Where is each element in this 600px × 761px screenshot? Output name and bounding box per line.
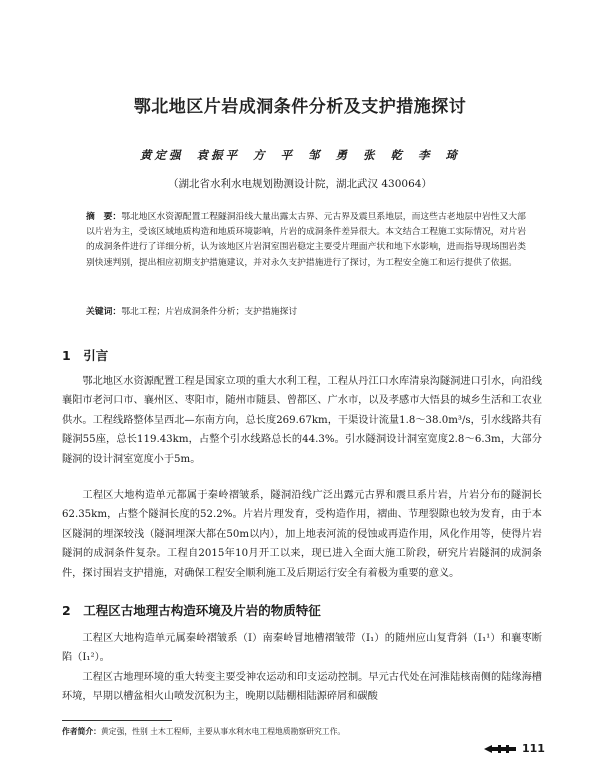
keywords-label: 关键词： — [86, 307, 122, 317]
geology-paragraph: 工程区大地构造单元属秦岭褶皱系（Ⅰ）南秦岭冒地槽褶皱带（Ⅰ₁）的随州应山复背斜（Ⅰ₁¹）和襄枣断陷（Ⅰ₁²）。 — [62, 633, 542, 664]
page-marker-icon — [484, 744, 518, 754]
footnote-divider — [62, 720, 172, 721]
keywords — [86, 305, 526, 320]
abstract — [86, 210, 526, 271]
author-list: 黄定强 袁振平 方 平 邹 勇 张 乾 李 琦 — [139, 148, 461, 162]
section-heading-introduction: 1 引言 — [62, 348, 109, 363]
abstract-text: 鄂北地区水资源配置工程隧洞沿线大量出露太古界、元古界及震旦系地层，而这些古老地层中岩性又大部以片岩为主，受该区域地质构造和地质环境影响，片岩的成洞条件差异很大。本文结合工程施工实际情况，对片岩的成洞条件进行了详细分析，认为该地区片岩洞室围岩稳定主要受片理面产状和地下水影响，进而指导现场围岩类别快速判别，提出相应初期支护措施建议，并对永久支护措施进行了探讨，为工程安全施工和运行提供了依据。 — [86, 212, 526, 268]
introduction-paragraph: 工程区大地构造单元都属于秦岭褶皱系，隧洞沿线广泛出露元古界和震旦系片岩，片岩分布的隧洞长62.35km，占整个隧洞长度的52.2%。片岩片理发育，受构造作用，褶曲、节理裂隙也较为发育，由于本区隧洞的埋深较浅（隧洞埋深大都在50m以内），加上地表河流的侵蚀或再造作用，风化作用等，使得片岩隧洞的成洞条件复杂。工程自2015年10月开工以来，现已进入全面大施工阶段，研究片岩隧洞的成洞条件，探讨围岩支护措施，对确保工程安全顺利施工及后期运行安全有着极为重要的意义。 — [62, 490, 542, 579]
author-footnote — [62, 726, 542, 738]
paper-title: 鄂北地区片岩成洞条件分析及支护措施探讨 — [133, 97, 467, 117]
page-number-text: 111 — [522, 742, 545, 755]
keywords-text: 鄂北工程；片岩成洞条件分析；支护措施探讨 — [121, 307, 298, 317]
author-affiliation: （湖北省水利水电规划勘测设计院，湖北武汉 430064） — [168, 178, 432, 190]
introduction-paragraph: 鄂北地区水资源配置工程是国家立项的重大水利工程，工程从丹江口水库清泉沟隧洞进口引水，向沿线襄阳市老河口市、襄州区、枣阳市，随州市随县、曾都区、广水市，以及孝感市大悟县的城乡生活和工农业供水。工程线路整体呈西北—东南方向，总长度269.67km，干渠设计流量1.8～38.0m³/s，引水线路共有隧洞55座，总长119.43km，占整个引水线路总长的44.3%。引水隧洞设计洞室宽度2.8～6.3m，大部分隧洞的设计洞室宽度小于5m。 — [62, 376, 542, 465]
footnote-text: 黄定强，性别 土木工程师，主要从事水利水电工程地质勘察研究工作。 — [100, 727, 346, 736]
geology-paragraph: 工程区古地理环境的重大转变主要受神农运动和印支运动控制。早元古代处在河淮陆核南侧的陆缘海槽环境，早期以槽盆相火山喷发沉积为主，晚期以陆棚相陆源碎屑和碳酸 — [62, 672, 542, 703]
abstract-label: 摘 要： — [86, 212, 122, 222]
page-number — [484, 742, 545, 755]
footnote-label: 作者简介： — [62, 727, 101, 736]
section-heading-geology: 2 工程区古地理古构造环境及片岩的物质特征 — [62, 603, 321, 618]
